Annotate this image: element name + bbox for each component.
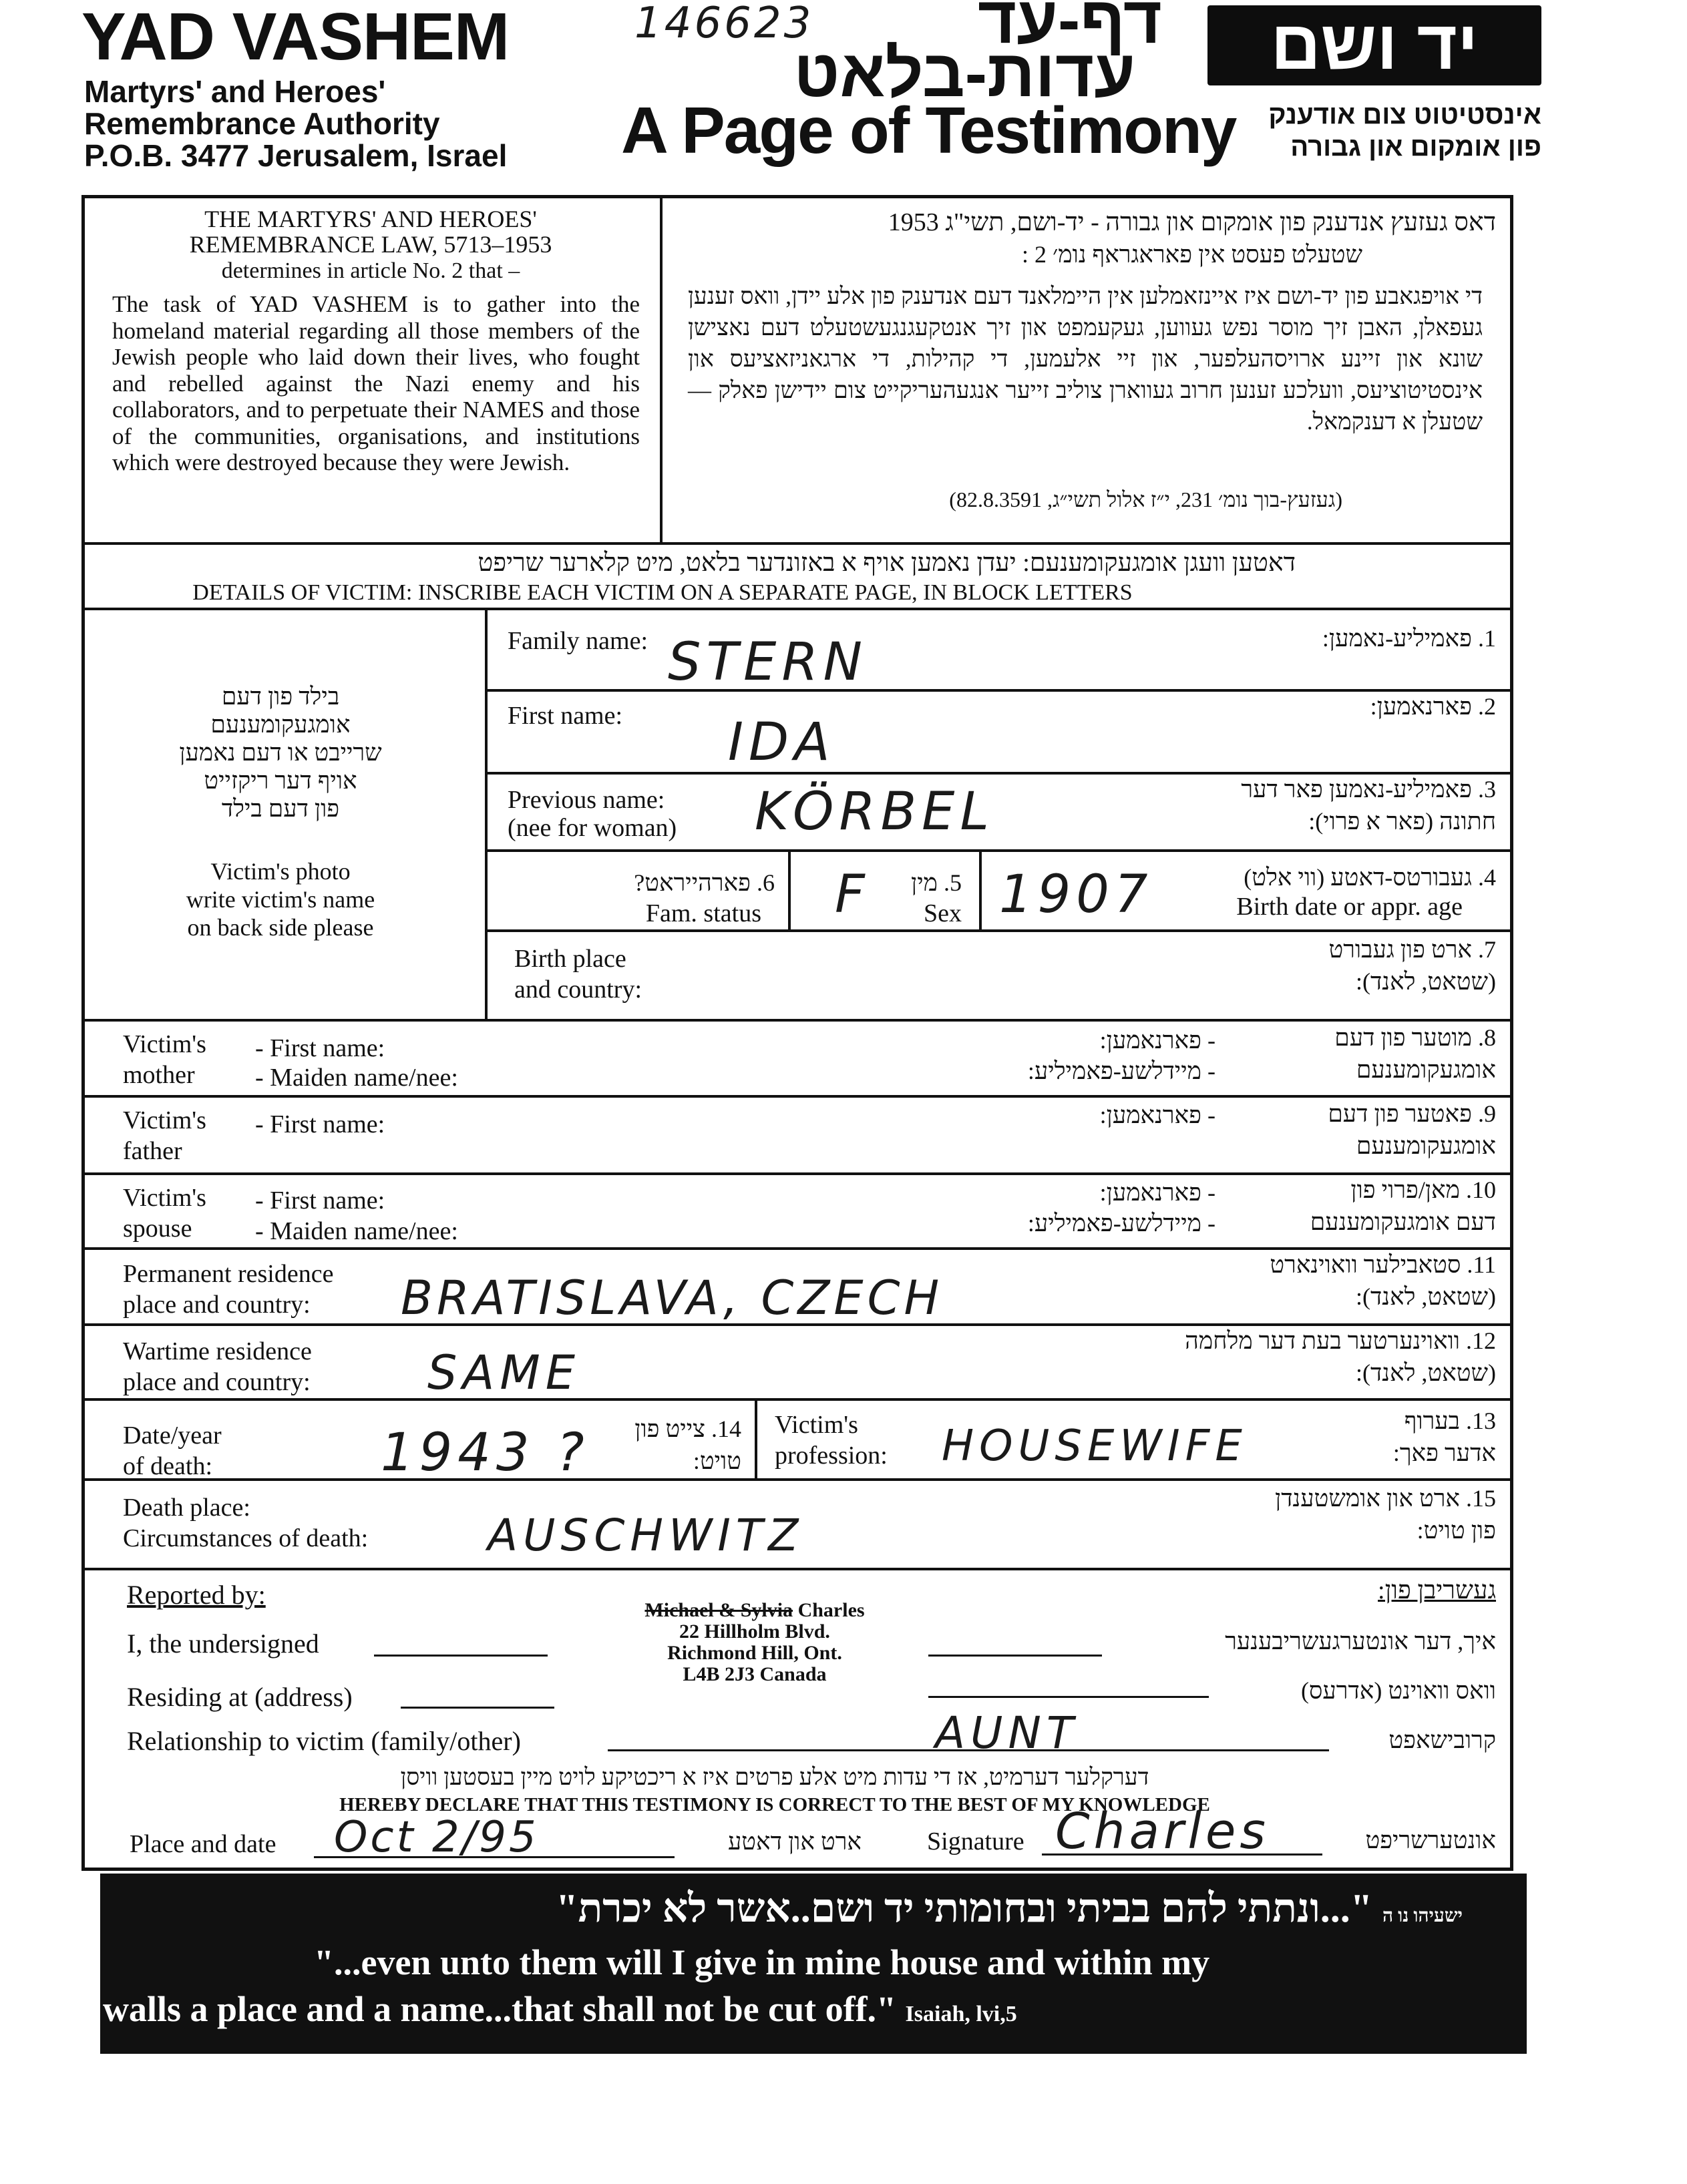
death-place-label-2: Circumstances of death:: [123, 1524, 369, 1552]
wartime-residence-label-1: Wartime residence: [123, 1337, 312, 1365]
field-7-line: [81, 1019, 1513, 1022]
law-body: The task of YAD VASHEM is to gather into the homeland material regarding all those members of the Jewish people who laid down their lives, who fought and rebelled against the Nazi enemy and his collaborators, and to perpetuate their NAMES and those of the communities, organisations, and institutions which were destroyed because they were Jewish.: [112, 291, 640, 475]
handwritten-number: 146623: [634, 0, 814, 48]
death-place-label-yiddish-2: פון טויט:: [1417, 1517, 1496, 1544]
stamp-name: Charles: [797, 1599, 865, 1621]
photo-yiddish-3: שרייבט או דעם נאמען: [179, 739, 382, 766]
permanent-residence-value[interactable]: BRATISLAVA, CZECH: [401, 1271, 944, 1325]
place-date-value[interactable]: Oct 2/95: [334, 1813, 539, 1862]
stamp-line-4: L4B 2J3 Canada: [683, 1663, 827, 1685]
law-bottom-line: [81, 542, 1513, 545]
photo-english-3: on back side please: [187, 914, 374, 941]
wartime-residence-label-2: place and country:: [123, 1368, 311, 1396]
wartime-residence-label-yiddish-2: (שטאט, לאנד):: [1355, 1359, 1496, 1386]
org-line-3: P.O.B. 3477 Jerusalem, Israel: [84, 138, 508, 173]
spouse-label-yiddish-1: 10. מאן/פרוי פון: [1350, 1176, 1496, 1203]
wartime-residence-label-yiddish-1: 12. וואוינערטער בעת דער מלחמה: [1185, 1327, 1496, 1354]
photo-yiddish-2: אומגעקומענעם: [210, 711, 351, 738]
father-label-yiddish-1: 9. פאטער פון דעם: [1328, 1100, 1496, 1127]
undersigned-label: I, the undersigned: [127, 1628, 319, 1659]
law-yiddish-reference: (געזעץ-בוך נומ׳ 231, י״ז אלול תשי״ג, 82.8.3591): [949, 487, 1342, 511]
death-date-label-yiddish-2: טויט:: [693, 1448, 741, 1474]
relationship-label: Relationship to victim (family/other): [127, 1726, 521, 1756]
profession-label-yiddish-2: אדער פאך:: [1392, 1440, 1496, 1466]
father-sub-yiddish-1: - פארנאמען:: [1099, 1102, 1215, 1128]
birth-place-label-yiddish-1: 7. ארט פון געבורט: [1328, 936, 1496, 963]
death-place-label-1: Death place:: [123, 1494, 250, 1522]
profession-label-2: profession:: [775, 1442, 888, 1470]
spouse-sub-1: - First name:: [255, 1186, 385, 1215]
relationship-value[interactable]: AUNT: [935, 1707, 1079, 1759]
permanent-residence-label-2: place and country:: [123, 1291, 311, 1319]
photo-yiddish-5: פון דעם בילד: [221, 795, 340, 822]
photo-yiddish-1: בילד פון דעם: [221, 683, 340, 710]
fam-status-label-yiddish: 6. פארהייראט?: [634, 869, 775, 896]
banner-english-2: [103, 1987, 1017, 2036]
permanent-residence-label-yiddish-1: 11. סטאבילער וואוינארט: [1270, 1251, 1496, 1278]
residing-line-2: [928, 1696, 1209, 1698]
fam-status-label: Fam. status: [645, 899, 761, 927]
death-date-value[interactable]: 1943 ?: [381, 1423, 590, 1483]
spouse-label-1: Victim's: [123, 1184, 206, 1212]
first-name-value[interactable]: IDA: [728, 712, 835, 773]
birth-date-label: Birth date or appr. age: [1236, 893, 1463, 921]
declaration-yiddish: דערקלער דערמיט, אז די עדות מיט אלע פרטים איז א ריכטיקע לויט מיין בעסטען וויסן: [400, 1764, 1149, 1790]
spouse-sub-2: - Maiden name/nee:: [255, 1217, 458, 1245]
sex-label: Sex: [924, 899, 962, 927]
mother-sub-yiddish-2: - מיידלשע-פאמיליע:: [1027, 1058, 1215, 1084]
father-label-1: Victim's: [123, 1106, 206, 1134]
banner-hebrew-ref: ישעיהו נו ה: [1382, 1906, 1463, 1926]
first-name-label-yiddish: 2. פארנאמען:: [1370, 693, 1496, 720]
mother-sub-yiddish-1: - פארנאמען:: [1099, 1027, 1215, 1054]
family-name-label-yiddish: 1. פאמיליע-נאמען:: [1322, 625, 1496, 652]
law-yiddish-subtitle: שטעלט פעסט אין פאראגראף נומ׳ 2 :: [1021, 241, 1362, 268]
field-5-4-divider: [979, 849, 982, 929]
profession-label-1: Victim's: [775, 1411, 858, 1439]
place-date-label: Place and date: [130, 1830, 276, 1858]
father-sub-1: - First name:: [255, 1110, 385, 1138]
wartime-residence-value[interactable]: SAME: [427, 1345, 580, 1400]
photo-english-1: Victim's photo: [210, 858, 351, 885]
previous-name-label-yiddish-2: חתונה (פאר א פרוי):: [1308, 808, 1496, 835]
spouse-sub-yiddish-1: - פארנאמען:: [1099, 1179, 1215, 1206]
field-6-5-divider: [788, 849, 791, 929]
residing-label: Residing at (address): [127, 1682, 353, 1712]
signature-label-yiddish: אונטערשריפט: [1365, 1827, 1496, 1853]
residing-label-yiddish: וואס וואוינט (אדרעס): [1300, 1677, 1496, 1704]
law-divider: [660, 195, 663, 543]
stamp-line-3: Richmond Hill, Ont.: [667, 1642, 842, 1664]
previous-name-value[interactable]: KÖRBEL: [755, 782, 994, 842]
birth-place-label-yiddish-2: (שטאט, לאנד):: [1355, 968, 1496, 995]
death-place-label-yiddish-1: 15. ארט און אומשטענדן: [1275, 1485, 1496, 1512]
law-title-2: REMEMBRANCE LAW, 5713–1953: [189, 231, 552, 258]
father-label-yiddish-2: אומגעקומענעם: [1356, 1132, 1496, 1159]
undersigned-line-1: [374, 1655, 548, 1657]
death-place-value[interactable]: AUSCHWITZ: [488, 1510, 804, 1561]
permanent-residence-label-yiddish-2: (שטאט, לאנד):: [1355, 1283, 1496, 1310]
org-line-2: Remembrance Authority: [84, 106, 440, 141]
profession-label-yiddish-1: 13. בערוף: [1404, 1407, 1496, 1434]
photo-box-divider: [485, 608, 488, 1019]
place-date-label-yiddish: ארט און דאטע: [727, 1828, 862, 1855]
field-12-line: [81, 1398, 1513, 1401]
spouse-label-yiddish-2: דעם אומגעקומענעם: [1310, 1209, 1496, 1235]
undersigned-line-2: [928, 1655, 1102, 1657]
death-date-label-yiddish-1: 14. צייט פון: [634, 1415, 741, 1442]
birth-date-value[interactable]: 1907: [999, 865, 1153, 925]
permanent-residence-label-1: Permanent residence: [123, 1260, 334, 1288]
signature-label: Signature: [927, 1827, 1024, 1855]
law-subtitle: determines in article No. 2 that –: [221, 258, 520, 283]
banner-hebrew: [100, 1884, 1463, 1940]
mother-label-1: Victim's: [123, 1030, 206, 1058]
residing-line-1: [401, 1707, 554, 1709]
mother-label-yiddish-2: אומגעקומענעם: [1356, 1056, 1496, 1083]
org-line-1: Martyrs' and Heroes': [84, 74, 386, 109]
field-4-line: [485, 929, 1513, 932]
details-header-line: [81, 608, 1513, 610]
spouse-sub-yiddish-2: - מיידלשע-פאמיליע:: [1027, 1210, 1215, 1237]
banner-english-1: "...even unto them will I give in mine house and within my: [314, 1942, 1210, 1982]
stamp-name-struck: Michael & Sylvia: [644, 1599, 793, 1621]
banner-english-2-text: walls a place and a name...that shall not be cut off.": [103, 1989, 897, 2029]
yiddish-org-line-1: אינסטיטוט צום אודענק: [1268, 100, 1541, 130]
family-name-label: Family name:: [508, 627, 648, 655]
mother-label-2: mother: [123, 1061, 195, 1089]
mother-sub-2: - Maiden name/nee:: [255, 1064, 458, 1092]
reporter-stamp: [614, 1600, 895, 1685]
stamp-line-1: [614, 1600, 895, 1621]
details-header-english: DETAILS OF VICTIM: INSCRIBE EACH VICTIM ON A SEPARATE PAGE, IN BLOCK LETTERS: [192, 580, 1133, 605]
field-14-13-divider: [755, 1398, 757, 1478]
stamp-line-2: 22 Hillholm Blvd.: [679, 1620, 830, 1643]
photo-yiddish-4: אויף דער ריקזייט: [204, 767, 357, 794]
previous-name-label-1: Previous name:: [508, 786, 665, 814]
law-title-1: THE MARTYRS' AND HEROES': [204, 206, 537, 232]
yad-vashem-logo: [1207, 5, 1541, 85]
previous-name-label-yiddish-1: 3. פאמיליע-נאמען פאר דער: [1241, 776, 1496, 803]
death-date-label-2: of death:: [123, 1452, 213, 1480]
first-name-label: First name:: [508, 702, 623, 730]
law-yiddish-title: דאס געזעץ אנדענק פון אומקום און גבורה - יד-ושם, תשי"ג 1953: [888, 208, 1496, 236]
photo-english-2: write victim's name: [186, 886, 375, 913]
field-3-line: [485, 849, 1513, 852]
details-header-yiddish: דאטען וועגן אומגעקומענעם: יעדן נאמען אויף א באזונדער בלאט, מיט קלארער שריפט: [478, 549, 1296, 577]
signature-value[interactable]: Charles: [1055, 1803, 1270, 1860]
spouse-label-2: spouse: [123, 1215, 192, 1243]
banner-hebrew-text: "...ונתתי להם בביתי ובחומותי יד ושם..אשר לא יכרת": [556, 1886, 1372, 1930]
title-hebrew-2: עדות-בלאט: [793, 36, 1135, 111]
page-title: A Page of Testimony: [621, 93, 1236, 167]
relationship-label-yiddish: קרובישאפט: [1388, 1727, 1496, 1753]
banner-english-ref: Isaiah, lvi,5: [905, 2002, 1017, 2026]
field-15-line: [81, 1568, 1513, 1570]
reported-by-label: Reported by:: [127, 1580, 266, 1610]
father-label-2: father: [123, 1137, 182, 1165]
field-8-line: [81, 1095, 1513, 1098]
field-13-line: [81, 1478, 1513, 1481]
quote-banner: [100, 1874, 1527, 2054]
mother-label-yiddish-1: 8. מוטער פון דעם: [1334, 1024, 1496, 1051]
undersigned-label-yiddish: איך, דער אונטערגעשריבענער: [1225, 1628, 1496, 1655]
sex-label-yiddish: 5. מין: [911, 869, 962, 896]
family-name-value[interactable]: STERN: [668, 632, 868, 692]
declaration: HEREBY DECLARE THAT THIS TESTIMONY IS CORRECT TO THE BEST OF MY KNOWLEDGE: [339, 1794, 1210, 1815]
sex-value[interactable]: F: [835, 865, 870, 925]
mother-sub-1: - First name:: [255, 1034, 385, 1062]
birth-place-label-2: and country:: [514, 975, 642, 1004]
logo-text: יד ושם: [1270, 7, 1479, 84]
previous-name-label-2: (nee for woman): [508, 814, 677, 842]
profession-value[interactable]: HOUSEWIFE: [942, 1422, 1248, 1471]
org-name: YAD VASHEM: [81, 0, 510, 74]
law-yiddish-body: די אויפגאבע פון יד-ושם איז איינזאמלען אין היימלאנד דעם אנדענק פון אלע יידן, וואס זענען געפאלן, האבן זיך מוסר נפש געווען, געקעמפט און זיך אנטקעגנגעשטעלט דעם נאצישן שונא און זיינע ארויסהעלפער, און זיי אלעמען, די קהילות, די ארגאניזאציעס און אינסטיטוציעס, וועלכע זענען חרוב געווארן צוליב זייער אנגעהעריקייט צום יידישן פאלק — שטעלן א דענקמאל.: [688, 283, 1483, 435]
yiddish-org-line-2: פון אומקום און גבורה: [1290, 132, 1541, 162]
birth-place-label-1: Birth place: [514, 945, 626, 973]
reported-by-label-yiddish: געשריבן פון:: [1378, 1576, 1496, 1604]
title-hebrew-1: דף-עד: [977, 0, 1162, 57]
birth-date-label-yiddish: 4. געבורטס-דאטע (ווי אלט): [1244, 864, 1496, 891]
death-date-label-1: Date/year: [123, 1422, 222, 1450]
